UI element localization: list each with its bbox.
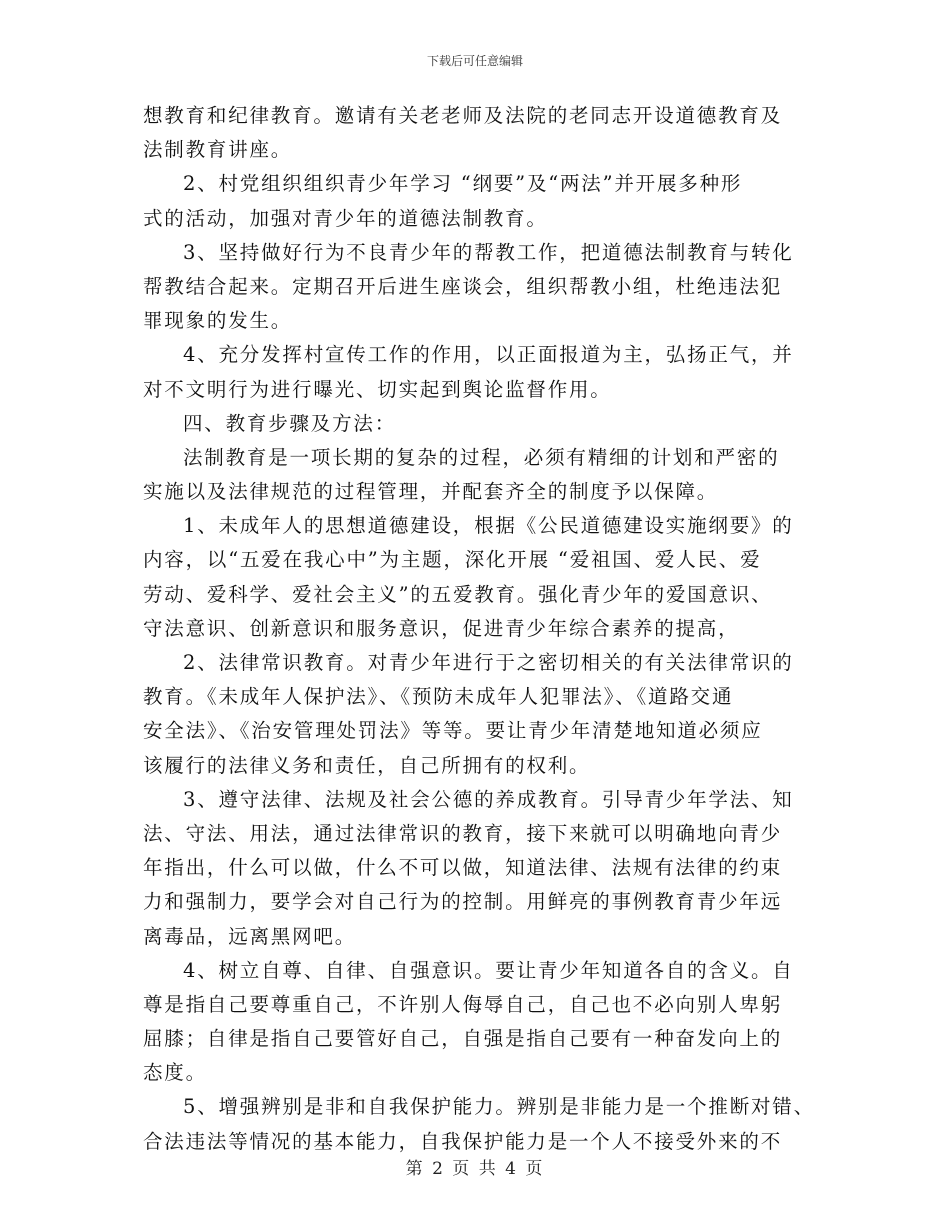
text-line: 4、充分发挥村宣传工作的作用，以正面报道为主，弘扬正气，并	[183, 343, 794, 367]
text-line: 3、遵守法律、法规及社会公德的养成教育。引导青少年学法、知	[183, 787, 794, 811]
text-line: 劳动、爱科学、爱社会主义”的五爱教育。强化青少年的爱国意识、	[143, 582, 773, 606]
text-line: 法、守法、用法，通过法律常识的教育，接下来就可以明确地向青少	[143, 821, 783, 845]
text-line: 法制教育是一项长期的复杂的过程，必须有精细的计划和严密的	[183, 445, 780, 469]
text-line: 内容，以“五爱在我心中”为主题，深化开展 “爱祖国、爱人民、爱	[143, 548, 762, 572]
text-line: 力和强制力，要学会对自己行为的控制。用鲜亮的事例教育青少年远	[143, 890, 783, 914]
text-line: 态度。	[143, 1061, 207, 1085]
text-line: 4、树立自尊、自律、自强意识。要让青少年知道各自的含义。自	[183, 958, 794, 982]
text-line: 教育。《未成年人保护法》、《预防未成年人犯罪法》、《道路交通	[143, 685, 734, 709]
text-line: 安全法》、《治安管理处罚法》等等。要让青少年清楚地知道必须应	[143, 719, 763, 743]
text-line: 1、未成年人的思想道德建设，根据《公民道德建设实施纲要》的	[183, 514, 794, 538]
text-line: 该履行的法律义务和责任，自己所拥有的权利。	[143, 753, 591, 777]
page-number-footer: 第 2 页 共 4 页	[405, 1159, 545, 1179]
text-line: 屈膝；自律是指自己要管好自己，自强是指自己要有一种奋发向上的	[143, 1027, 783, 1051]
page-header: 下载后可任意编辑	[426, 54, 523, 68]
text-line: 5、增强辨别是非和自我保护能力。辨别是非能力是一个推断对错、	[183, 1095, 815, 1119]
text-line: 法制教育讲座。	[143, 138, 293, 162]
text-line: 合法违法等情况的基本能力，自我保护能力是一个人不接受外来的不	[143, 1129, 783, 1153]
text-line: 年指出，什么可以做，什么不可以做，知道法律、法规有法律的约束	[143, 856, 783, 880]
text-line: 尊是指自己要尊重自己，不许别人侮辱自己，自己也不必向别人卑躬	[143, 992, 783, 1016]
text-line: 2、法律常识教育。对青少年进行于之密切相关的有关法律常识的	[183, 651, 794, 674]
text-line: 帮教结合起来。定期召开后进生座谈会，组织帮教小组，杜绝违法犯	[143, 274, 783, 298]
text-line: 2、村党组织组织青少年学习 “纲要”及“两法”并开展多种形	[183, 172, 743, 196]
document-body	[143, 99, 813, 1159]
text-line: 3、坚持做好行为不良青少年的帮教工作，把道德法制教育与转化	[183, 240, 794, 264]
text-line: 离毒品，远离黑网吧。	[143, 924, 357, 948]
text-line: 罪现象的发生。	[143, 309, 293, 333]
text-line: 守法意识、创新意识和服务意识，促进青少年综合素养的提高，	[143, 616, 740, 640]
text-line: 实施以及法律规范的过程管理，并配套齐全的制度予以保障。	[143, 480, 719, 504]
text-line: 对不文明行为进行曝光、切实起到舆论监督作用。	[143, 377, 612, 401]
text-line: 式的活动，加强对青少年的道德法制教育。	[143, 206, 548, 230]
text-line: 四、教育步骤及方法：	[183, 411, 397, 435]
text-line: 想教育和纪律教育。邀请有关老老师及法院的老同志开设道德教育及	[143, 104, 783, 127]
